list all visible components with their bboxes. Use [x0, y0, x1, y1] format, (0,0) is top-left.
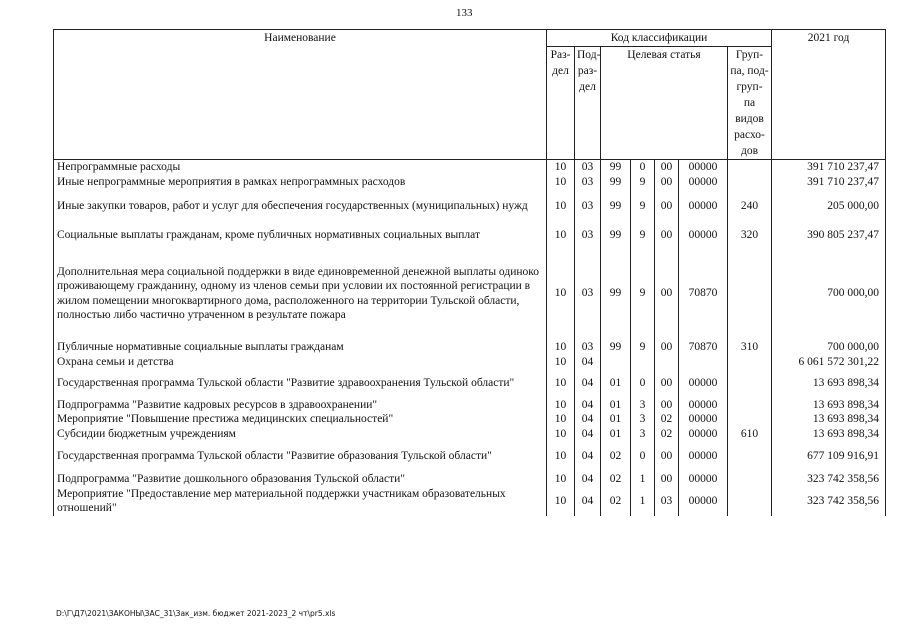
target-program-cell: 02 [601, 472, 631, 487]
target-direction-cell [679, 355, 728, 370]
podrazdel-cell: 03 [575, 189, 601, 223]
target-direction-cell: 00000 [679, 160, 728, 175]
razdel-cell: 10 [547, 160, 575, 175]
razdel-cell: 10 [547, 412, 575, 427]
table-header [54, 30, 886, 160]
target-program-cell: 01 [601, 370, 631, 398]
table-row [54, 412, 886, 427]
amount-cell: 390 805 237,47 [772, 223, 886, 247]
razdel-cell: 10 [547, 340, 575, 355]
target-program-cell: 01 [601, 398, 631, 413]
table-row [54, 247, 886, 340]
podrazdel-cell: 03 [575, 223, 601, 247]
amount-cell: 677 109 916,91 [772, 442, 886, 472]
table-row [54, 370, 886, 398]
expense-type-cell: 310 [728, 340, 772, 355]
table-row [54, 472, 886, 487]
expense-type-cell [728, 487, 772, 516]
row-name: Иные непрограммные мероприятия в рамках непрограммных расходов [54, 175, 547, 190]
target-program-cell: 99 [601, 223, 631, 247]
target-event-cell: 00 [655, 398, 679, 413]
target-program-cell: 01 [601, 427, 631, 442]
amount-cell: 700 000,00 [772, 340, 886, 355]
row-name: Подпрограмма "Развитие кадровых ресурсов в здравоохранении" [54, 398, 547, 413]
target-direction-cell: 70870 [679, 340, 728, 355]
razdel-cell: 10 [547, 175, 575, 190]
target-subprogram-cell: 3 [631, 412, 655, 427]
expense-type-cell: 610 [728, 427, 772, 442]
expense-type-cell [728, 442, 772, 472]
razdel-cell: 10 [547, 427, 575, 442]
amount-cell: 391 710 237,47 [772, 175, 886, 190]
target-direction-cell: 00000 [679, 223, 728, 247]
header-name: Наименование [54, 30, 547, 160]
target-program-cell: 99 [601, 189, 631, 223]
table-row [54, 175, 886, 190]
podrazdel-cell: 04 [575, 412, 601, 427]
expense-type-cell [728, 472, 772, 487]
target-subprogram-cell: 9 [631, 223, 655, 247]
amount-cell: 391 710 237,47 [772, 160, 886, 175]
podrazdel-cell: 03 [575, 247, 601, 340]
target-program-cell: 99 [601, 175, 631, 190]
target-event-cell: 02 [655, 412, 679, 427]
target-subprogram-cell: 3 [631, 427, 655, 442]
target-event-cell: 00 [655, 370, 679, 398]
target-subprogram-cell: 1 [631, 472, 655, 487]
target-direction-cell: 00000 [679, 487, 728, 516]
amount-cell: 13 693 898,34 [772, 412, 886, 427]
expense-type-cell: 320 [728, 223, 772, 247]
expense-type-cell [728, 398, 772, 413]
razdel-cell: 10 [547, 247, 575, 340]
target-program-cell: 02 [601, 487, 631, 516]
target-event-cell: 00 [655, 189, 679, 223]
target-subprogram-cell: 0 [631, 370, 655, 398]
amount-cell: 13 693 898,34 [772, 398, 886, 413]
podrazdel-cell: 04 [575, 355, 601, 370]
row-name: Мероприятие "Предоставление мер материальной поддержки участникам образовательных отношений" [54, 487, 547, 516]
target-subprogram-cell: 9 [631, 175, 655, 190]
amount-cell: 323 742 358,56 [772, 472, 886, 487]
razdel-cell: 10 [547, 472, 575, 487]
row-name: Государственная программа Тульской области "Развитие образования Тульской области" [54, 442, 547, 472]
podrazdel-cell: 04 [575, 472, 601, 487]
row-name: Дополнительная мера социальной поддержки в виде единовременной денежной выплаты одиноко проживающему гражданину, одному из членов семьи при условии их постоянной регистрации в жилом помещении многоквартирного дома, расположенного на территории Тульской области, полностью либо частично утраченном в результате пожара [54, 247, 547, 340]
target-direction-cell: 00000 [679, 398, 728, 413]
header-razdel: Раз- дел [547, 47, 575, 160]
target-subprogram-cell: 0 [631, 160, 655, 175]
target-program-cell: 99 [601, 160, 631, 175]
razdel-cell: 10 [547, 223, 575, 247]
budget-table [53, 29, 886, 516]
header-vid: Груп- па, под- груп- па видов расхо- дов [728, 47, 772, 160]
header-year: 2021 год [772, 30, 886, 160]
table-row [54, 427, 886, 442]
podrazdel-cell: 03 [575, 340, 601, 355]
expense-type-cell [728, 175, 772, 190]
target-program-cell: 99 [601, 247, 631, 340]
amount-cell: 205 000,00 [772, 189, 886, 223]
file-path-footer: D:\Г\Д7\2021\ЗАКОНЫ\ЗАС_31\Зак_изм. бюджет 2021-2023_2 чт\pr5.xls [56, 609, 336, 618]
target-event-cell: 00 [655, 340, 679, 355]
razdel-cell: 10 [547, 370, 575, 398]
target-direction-cell: 00000 [679, 427, 728, 442]
amount-cell: 700 000,00 [772, 247, 886, 340]
podrazdel-cell: 04 [575, 370, 601, 398]
podrazdel-cell: 04 [575, 427, 601, 442]
row-name: Иные закупки товаров, работ и услуг для обеспечения государственных (муниципальных) нужд [54, 189, 547, 223]
target-event-cell [655, 355, 679, 370]
target-event-cell: 02 [655, 427, 679, 442]
row-name: Субсидии бюджетным учреждениям [54, 427, 547, 442]
razdel-cell: 10 [547, 442, 575, 472]
table-row [54, 223, 886, 247]
target-program-cell: 99 [601, 340, 631, 355]
expense-type-cell [728, 412, 772, 427]
podrazdel-cell: 04 [575, 398, 601, 413]
table-row [54, 189, 886, 223]
target-subprogram-cell: 1 [631, 487, 655, 516]
target-direction-cell: 00000 [679, 189, 728, 223]
target-direction-cell: 00000 [679, 175, 728, 190]
target-direction-cell: 70870 [679, 247, 728, 340]
table-row [54, 355, 886, 370]
razdel-cell: 10 [547, 398, 575, 413]
table-row [54, 487, 886, 516]
expense-type-cell [728, 370, 772, 398]
target-program-cell: 01 [601, 412, 631, 427]
razdel-cell: 10 [547, 487, 575, 516]
row-name: Социальные выплаты гражданам, кроме публичных нормативных социальных выплат [54, 223, 547, 247]
table-row [54, 340, 886, 355]
amount-cell: 323 742 358,56 [772, 487, 886, 516]
expense-type-cell: 240 [728, 189, 772, 223]
target-event-cell: 03 [655, 487, 679, 516]
target-subprogram-cell: 0 [631, 442, 655, 472]
target-event-cell: 00 [655, 160, 679, 175]
target-direction-cell: 00000 [679, 442, 728, 472]
podrazdel-cell: 03 [575, 160, 601, 175]
target-direction-cell: 00000 [679, 412, 728, 427]
header-podrazdel: Под- раз- дел [575, 47, 601, 160]
row-name: Публичные нормативные социальные выплаты гражданам [54, 340, 547, 355]
table-row [54, 160, 886, 175]
amount-cell: 13 693 898,34 [772, 427, 886, 442]
row-name: Охрана семьи и детства [54, 355, 547, 370]
target-event-cell: 00 [655, 472, 679, 487]
podrazdel-cell: 03 [575, 175, 601, 190]
amount-cell: 6 061 572 301,22 [772, 355, 886, 370]
target-subprogram-cell: 9 [631, 189, 655, 223]
row-name: Непрограммные расходы [54, 160, 547, 175]
table-row [54, 398, 886, 413]
row-name: Мероприятие "Повышение престижа медицинских специальностей" [54, 412, 547, 427]
expense-type-cell [728, 355, 772, 370]
podrazdel-cell: 04 [575, 442, 601, 472]
target-subprogram-cell [631, 355, 655, 370]
amount-cell: 13 693 898,34 [772, 370, 886, 398]
page-number: 133 [456, 7, 473, 19]
row-name: Государственная программа Тульской области "Развитие здравоохранения Тульской области" [54, 370, 547, 398]
target-event-cell: 00 [655, 442, 679, 472]
row-name: Подпрограмма "Развитие дошкольного образования Тульской области" [54, 472, 547, 487]
podrazdel-cell: 04 [575, 487, 601, 516]
razdel-cell: 10 [547, 355, 575, 370]
target-program-cell: 02 [601, 442, 631, 472]
header-target: Целевая статья [601, 47, 728, 160]
table-body [54, 160, 886, 516]
expense-type-cell [728, 247, 772, 340]
target-event-cell: 00 [655, 247, 679, 340]
target-event-cell: 00 [655, 175, 679, 190]
target-direction-cell: 00000 [679, 370, 728, 398]
razdel-cell: 10 [547, 189, 575, 223]
expense-type-cell [728, 160, 772, 175]
target-subprogram-cell: 3 [631, 398, 655, 413]
header-code-group: Код классификации [547, 30, 772, 47]
target-direction-cell: 00000 [679, 472, 728, 487]
target-program-cell [601, 355, 631, 370]
target-subprogram-cell: 9 [631, 247, 655, 340]
target-event-cell: 00 [655, 223, 679, 247]
table-row [54, 442, 886, 472]
target-subprogram-cell: 9 [631, 340, 655, 355]
